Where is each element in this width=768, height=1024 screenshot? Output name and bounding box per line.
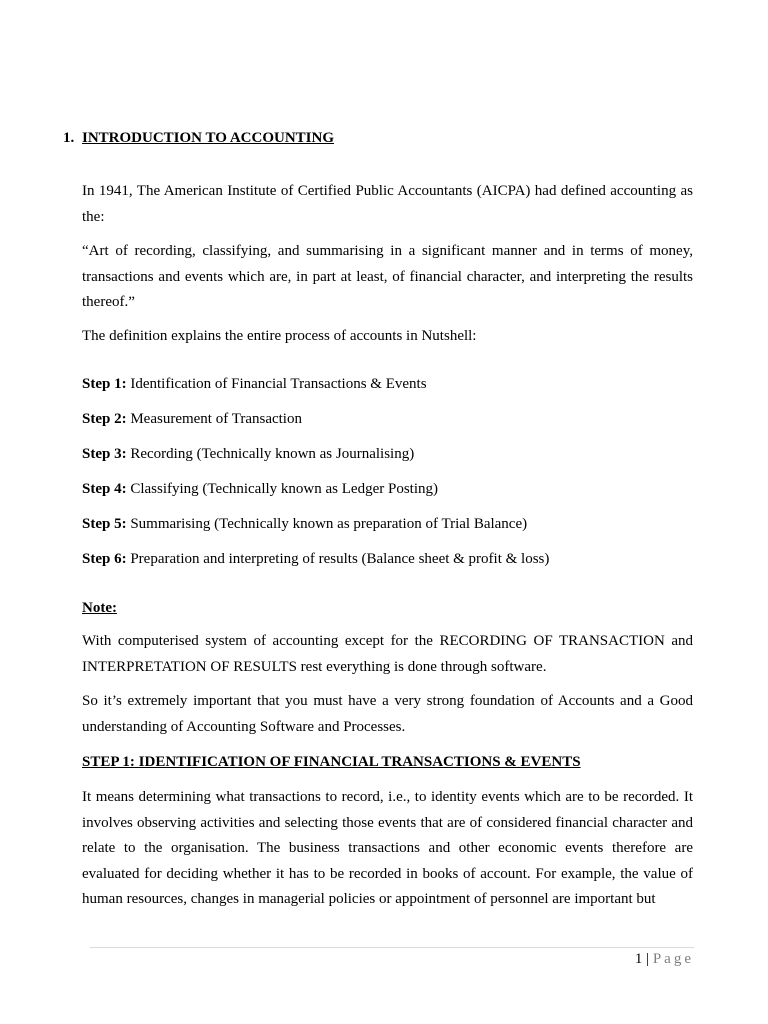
step-label: Step 3: — [82, 446, 127, 462]
step-item — [82, 514, 693, 534]
section-number: 1. — [63, 130, 75, 146]
note-heading: Note: — [82, 600, 117, 616]
step-label: Step 1: — [82, 376, 127, 392]
step-text: Measurement of Transaction — [126, 411, 302, 427]
step-label: Step 5: — [82, 516, 127, 532]
note-paragraph: So it’s extremely important that you must have a very strong foundation of Accounts and a Good understanding of Accounting Software and Processes. — [82, 693, 693, 735]
step-label: Step 2: — [82, 411, 127, 427]
definition-explanation: The definition explains the entire process of accounts in Nutshell: — [82, 328, 477, 344]
step-item — [82, 479, 693, 499]
step-item — [82, 444, 693, 464]
footer-divider — [90, 947, 694, 948]
intro-paragraph: In 1941, The American Institute of Certified Public Accountants (AICPA) had defined accounting as the: — [82, 183, 693, 225]
step1-paragraph: It means determining what transactions to record, i.e., to identity events which are to be recorded. It involves observing activities and selecting those events that are of considered financial character and relate to the organisation. The business transactions and other economic events therefore are evaluated for deciding whether it has to be recorded in books of account. For example, the value of human resources, changes in managerial policies or appointment of personnel are important but — [82, 789, 693, 907]
note-paragraph: With computerised system of accounting except for the RECORDING OF TRANSACTION and INTERPRETATION OF RESULTS rest everything is done through software. — [82, 633, 693, 675]
step-label: Step 6: — [82, 551, 127, 567]
definition-quote: “Art of recording, classifying, and summarising in a significant manner and in terms of money, transactions and events which are, in part at least, of financial character, and interpreting the results thereof.” — [82, 243, 693, 310]
step-label: Step 4: — [82, 481, 127, 497]
step-item — [82, 549, 693, 569]
step-text: Summarising (Technically known as preparation of Trial Balance) — [126, 516, 528, 532]
step-item — [82, 374, 693, 394]
step-text: Identification of Financial Transactions & Events — [126, 376, 427, 392]
step-text: Preparation and interpreting of results (Balance sheet & profit & loss) — [126, 551, 550, 567]
page-word: Page — [652, 951, 694, 967]
step-text: Recording (Technically known as Journalising) — [126, 446, 415, 462]
section-title: INTRODUCTION TO ACCOUNTING — [82, 130, 334, 146]
section-heading — [63, 130, 334, 147]
step-text: Classifying (Technically known as Ledger Posting) — [126, 481, 438, 497]
step1-heading: STEP 1: IDENTIFICATION OF FINANCIAL TRANSACTIONS & EVENTS — [82, 754, 581, 770]
step-item — [82, 409, 693, 429]
footer-separator: | — [642, 951, 653, 967]
page-number: 1 — [634, 951, 643, 967]
page-footer — [635, 949, 694, 969]
